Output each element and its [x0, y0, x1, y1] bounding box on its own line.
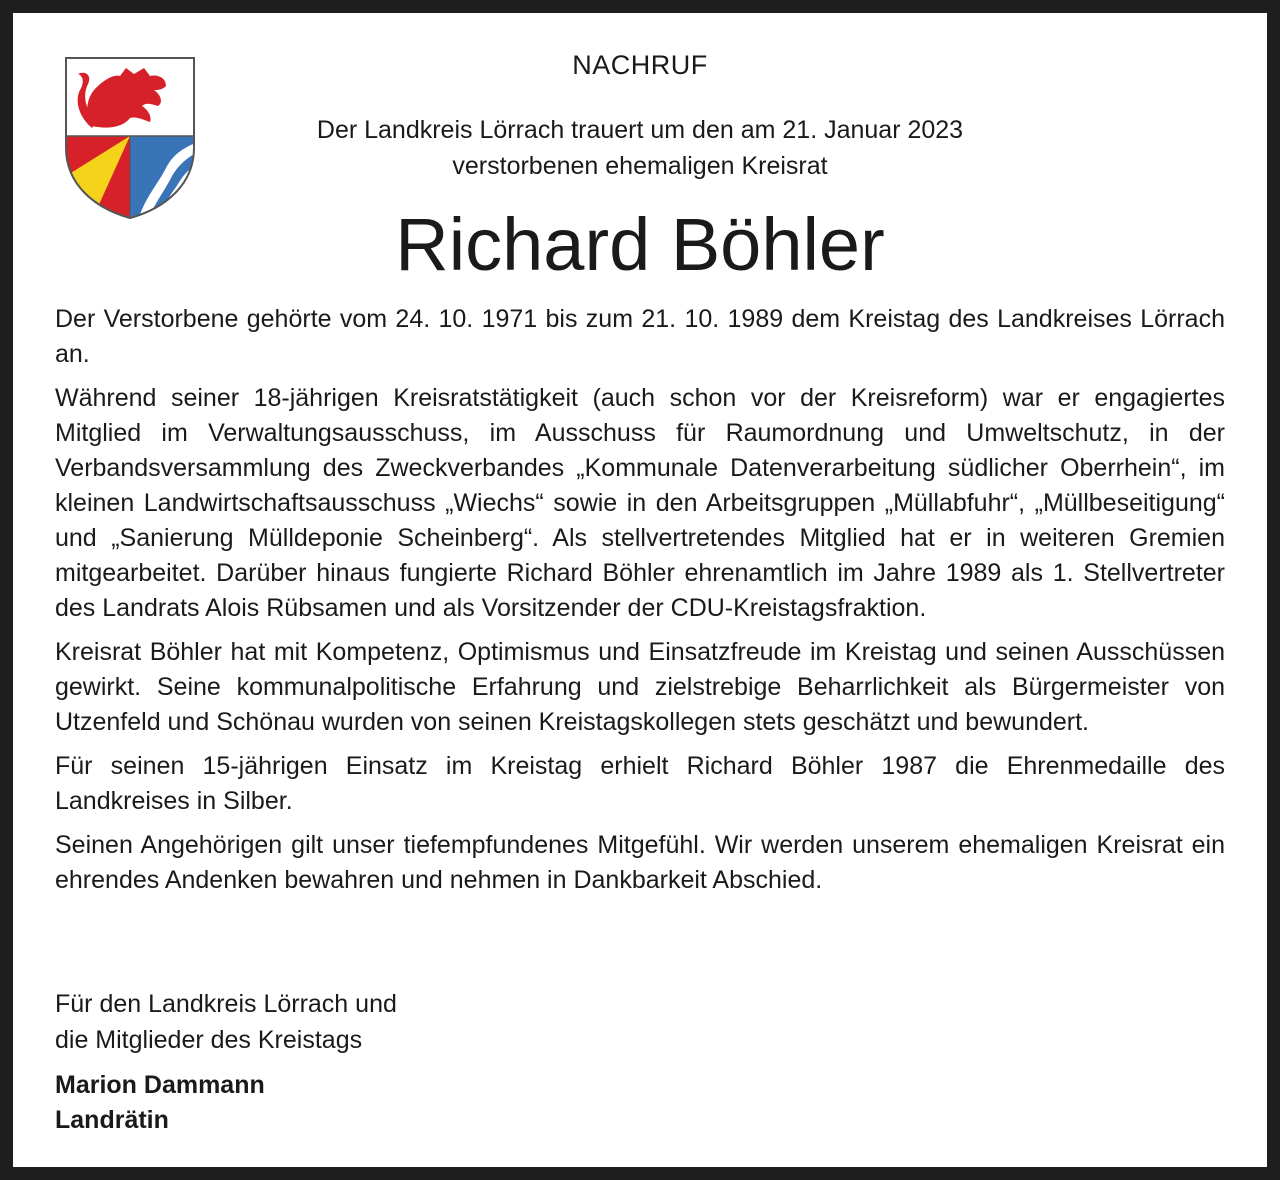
signer-title: Landrätin [55, 1106, 169, 1134]
intro-text [13, 112, 1267, 184]
deceased-name: Richard Böhler [395, 203, 885, 286]
closing-line-1: Für den Landkreis Lörrach und [55, 990, 397, 1018]
obituary-notice [13, 13, 1267, 1167]
closing-line-2: die Mitglieder des Kreistags [55, 1026, 363, 1054]
closing-lines [55, 986, 397, 1058]
intro-line-1: Der Landkreis Lörrach trauert um den am 21. Januar 2023 [316, 116, 964, 144]
signature-block [55, 1068, 265, 1138]
signer-name: Marion Dammann [55, 1071, 265, 1099]
intro-line-2: verstorbenen ehemaligen Kreisrat [452, 152, 828, 180]
paragraph: Seinen Angehörigen gilt unser tiefempfundenes Mitgefühl. Wir werden unserem ehemaligen Kreisrat ein ehrendes Andenken bewahren und nehmen in Dankbarkeit Abschied. [55, 831, 1225, 894]
notice-kicker: NACHRUF [572, 50, 708, 80]
paragraph: Der Verstorbene gehörte vom 24. 10. 1971 bis zum 21. 10. 1989 dem Kreistag des Landkreises Lörrach an. [55, 305, 1225, 368]
paragraph: Kreisrat Böhler hat mit Kompetenz, Optimismus und Einsatzfreude im Kreistag und seinen Ausschüssen gewirkt. Seine kommunalpolitische Erfahrung und zielstrebige Beharrlichkeit als Bürgermeister von Utzenfeld und Schönau wurden von seinen Kreistagskollegen stets geschätzt und bewundert. [55, 638, 1225, 736]
paragraph: Während seiner 18-jährigen Kreisratstätigkeit (auch schon vor der Kreisreform) war er engagiertes Mitglied im Verwaltungsausschuss, im Ausschuss für Raumordnung und Umweltschutz, in der Verbandsversammlung des Zweckverbandes „Kommunale Datenverarbeitung südlicher Oberrhein“, im kleinen Landwirtschaftsausschuss „Wiechs“ sowie in den Arbeitsgruppen „Müllabfuhr“, „Müllbeseitigung“ und „Sanierung Mülldeponie Scheinberg“. Als stellvertretendes Mitglied hat er in weiteren Gremien mitgearbeitet. Darüber hinaus fungierte Richard Böhler ehrenamtlich im Jahre 1989 als 1. Stellvertreter des Landrats Alois Rübsamen und als Vorsitzender der CDU-Kreistagsfraktion. [55, 384, 1225, 622]
paragraph: Für seinen 15-jährigen Einsatz im Kreistag erhielt Richard Böhler 1987 die Ehrenmedaille des Landkreises in Silber. [55, 752, 1225, 815]
obituary-body [55, 302, 1225, 907]
